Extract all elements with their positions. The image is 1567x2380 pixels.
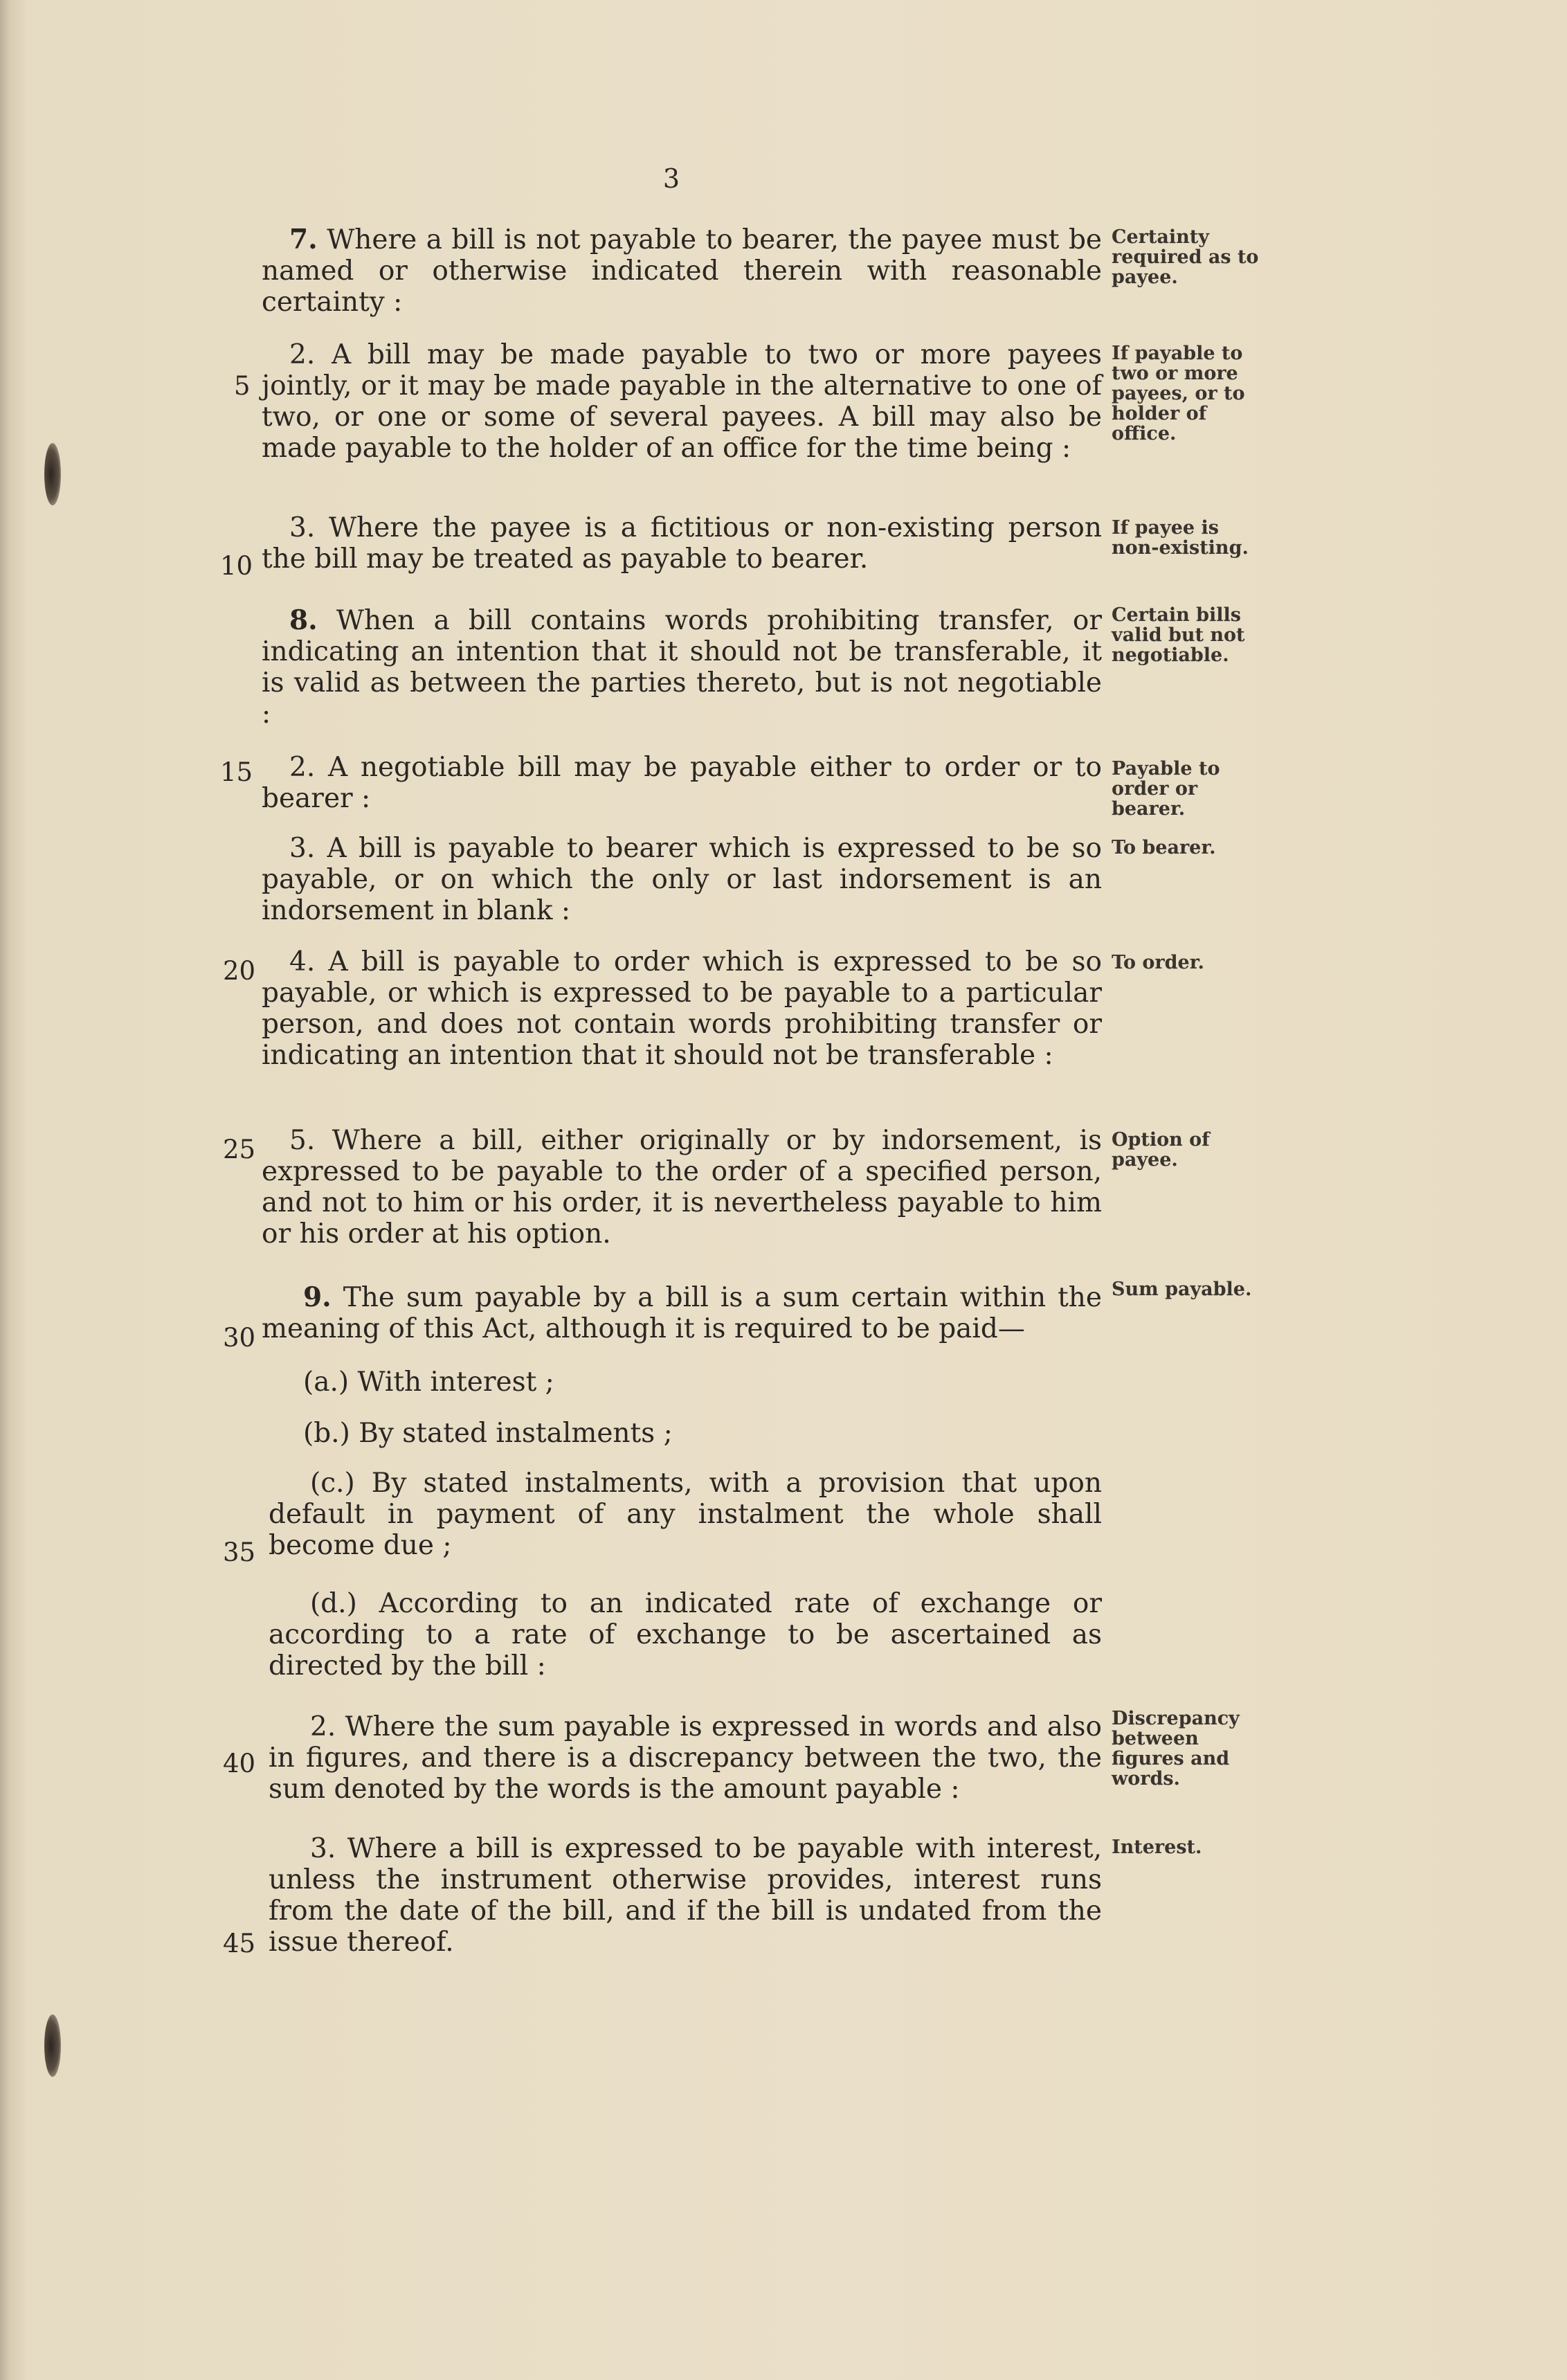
paragraph — [269, 1711, 1102, 1805]
paragraph-text: 2. Where the sum payable is expressed in words and also in figures, and there is a discrepancy between the two, the sum denoted by the words is the amount payable : — [269, 1711, 1102, 1805]
line-number: 20 — [223, 956, 256, 986]
paragraph — [262, 605, 1102, 730]
section-number: 9. — [303, 1281, 332, 1313]
paragraph-text: The sum payable by a bill is a sum certain within the meaning of this Act, although it is required to be paid— — [262, 1282, 1102, 1344]
paragraph-text: Where a bill is not payable to bearer, the payee must be named or otherwise indicated therein with reasonable certainty : — [262, 224, 1102, 318]
page-number: 3 — [662, 163, 680, 194]
binding-hole-lower — [44, 2014, 61, 2077]
margin-note: Sum payable. — [1112, 1279, 1252, 1300]
paragraph — [262, 1282, 1102, 1344]
paragraph-text: (c.) By stated instalments, with a provision that upon default in payment of any instalment the whole shall become due ; — [269, 1468, 1102, 1561]
margin-note: Discrepancy between figures and words. — [1112, 1708, 1240, 1789]
paragraph-text: 3. Where the payee is a fictitious or non-existing person the bill may be treated as payable to bearer. — [262, 512, 1102, 575]
paragraph — [262, 1367, 1102, 1398]
line-number: 15 — [220, 757, 253, 787]
paragraph-text: When a bill contains words prohibiting transfer, or indicating an intention that it should not be transferable, it is valid as between the parties thereto, but is not negotiable : — [262, 605, 1102, 730]
paragraph — [269, 1468, 1102, 1561]
margin-note: Certainty required as to payee. — [1112, 226, 1259, 288]
paragraph — [262, 224, 1102, 318]
paragraph — [262, 1418, 1102, 1449]
margin-note: Payable to order or bearer. — [1112, 758, 1220, 820]
paragraph — [262, 339, 1102, 464]
paragraph — [262, 752, 1102, 814]
paragraph-text: (a.) With interest ; — [303, 1367, 554, 1398]
margin-note: Interest. — [1112, 1837, 1202, 1858]
paragraph-text: 2. A bill may be made payable to two or more payees jointly, or it may be made payable in the alternative to one of two, or one or some of several payees. A bill may also be made payable to the holder of an office for the time being : — [262, 339, 1102, 464]
line-number: 45 — [223, 1929, 256, 1958]
margin-note: If payee is non-existing. — [1112, 517, 1249, 559]
paragraph-text: 3. Where a bill is expressed to be payable with interest, unless the instrument otherwise provides, interest runs from the date of the bill, and if the bill is undated from the issue thereof. — [269, 1833, 1102, 1958]
line-number: 10 — [220, 551, 253, 581]
paragraph — [262, 946, 1102, 1071]
paragraph-text: 4. A bill is payable to order which is expressed to be so payable, or which is expressed to be payable to a particular person, and does not contain words prohibiting transfer or indicating an intention that it should not be transferable : — [262, 946, 1102, 1071]
paragraph — [269, 1833, 1102, 1958]
paragraph — [262, 512, 1102, 575]
line-number: 5 — [234, 371, 251, 401]
paragraph-text: 5. Where a bill, either originally or by indorsement, is expressed to be payable to the order of a specified person, and not to him or his order, it is nevertheless payable to him or his order at his option. — [262, 1125, 1102, 1250]
paragraph-text: 2. A negotiable bill may be payable either to order or to bearer : — [262, 752, 1102, 814]
margin-note: Certain bills valid but not negotiable. — [1112, 604, 1245, 666]
margin-note: To order. — [1112, 952, 1204, 973]
line-number: 40 — [223, 1749, 256, 1778]
margin-note: Option of payee. — [1112, 1129, 1210, 1171]
line-number: 25 — [223, 1135, 256, 1164]
section-number: 8. — [289, 604, 318, 636]
section-number: 7. — [289, 224, 318, 255]
paragraph — [262, 833, 1102, 926]
paragraph-text: 3. A bill is payable to bearer which is expressed to be so payable, or on which the only or last indorsement is an indorsement in blank : — [262, 833, 1102, 926]
paragraph-text: (d.) According to an indicated rate of exchange or according to a rate of exchange to be ascertained as directed by the bill : — [269, 1588, 1102, 1682]
margin-note: If payable to two or more payees, or to holder of office. — [1112, 343, 1245, 444]
binding-hole-upper — [44, 443, 61, 505]
paragraph — [269, 1588, 1102, 1682]
line-number: 30 — [223, 1323, 256, 1353]
margin-note: To bearer. — [1112, 837, 1216, 858]
line-number: 35 — [223, 1538, 256, 1567]
paragraph — [262, 1125, 1102, 1250]
paragraph-text: (b.) By stated instalments ; — [303, 1418, 673, 1449]
